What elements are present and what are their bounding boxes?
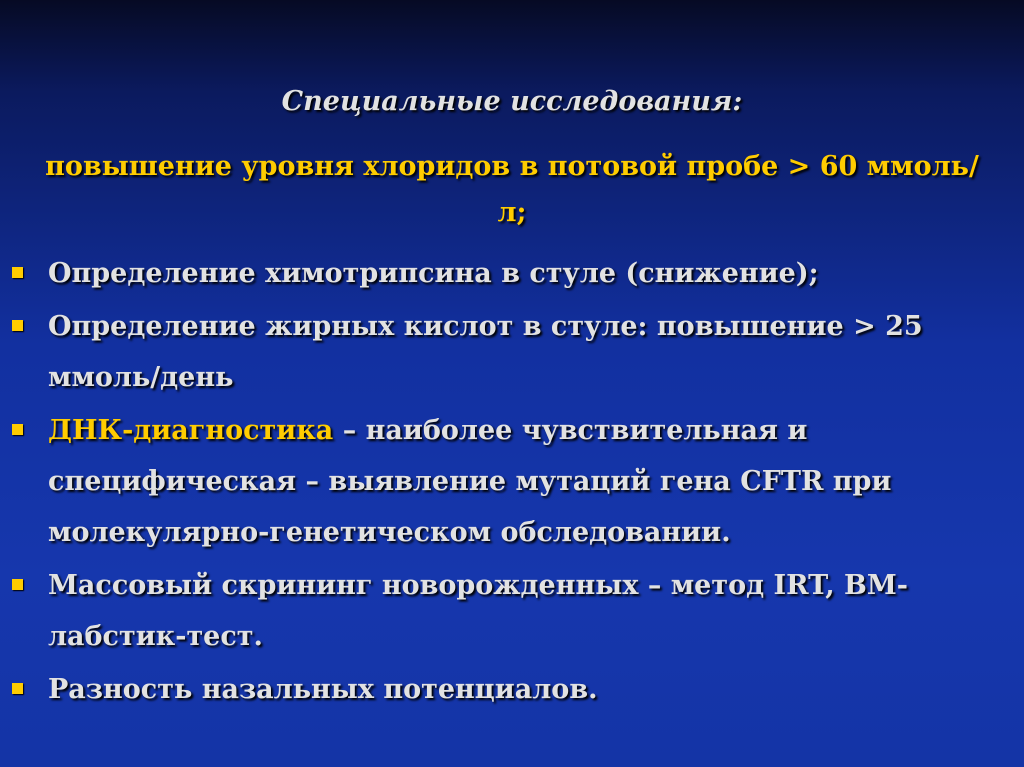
bullet-chymotrypsin [12,248,1016,299]
bullet-square-icon [12,579,23,590]
bullet-text: Массовый скрининг новорожденных – метод IRT, BM-лабстик-тест. [48,570,908,652]
bullet-accent-text: ДНК-диагностика [48,415,334,446]
bullet-square-icon [12,320,23,331]
bullet-square-icon [12,683,23,694]
bullet-dna-diagnostics [12,405,1016,558]
bullet-square-icon [12,267,23,278]
bullet-fatty-acids [12,301,1016,403]
bullet-text: Определение жирных кислот в стуле: повышение > 25 ммоль/день [48,311,923,393]
slide-subtitle: Специальные исследования: [281,86,743,117]
bullet-newborn-screening [12,560,1016,662]
sweat-test-highlight: повышение уровня хлоридов в потовой пробе > 60 ммоль/л; [45,151,979,228]
bullet-square-icon [12,424,23,435]
bullet-text: – наиболее чувствительная и специфическая – выявление мутаций гена CFTR при молекулярно-генетическом обследовании. [48,415,892,548]
bullet-list [12,248,1016,717]
bullet-text: Разность назальных потенциалов. [48,674,598,705]
bullet-text: Определение химотрипсина в стуле (снижение); [48,258,819,289]
bullet-nasal-potentials [12,664,1016,715]
